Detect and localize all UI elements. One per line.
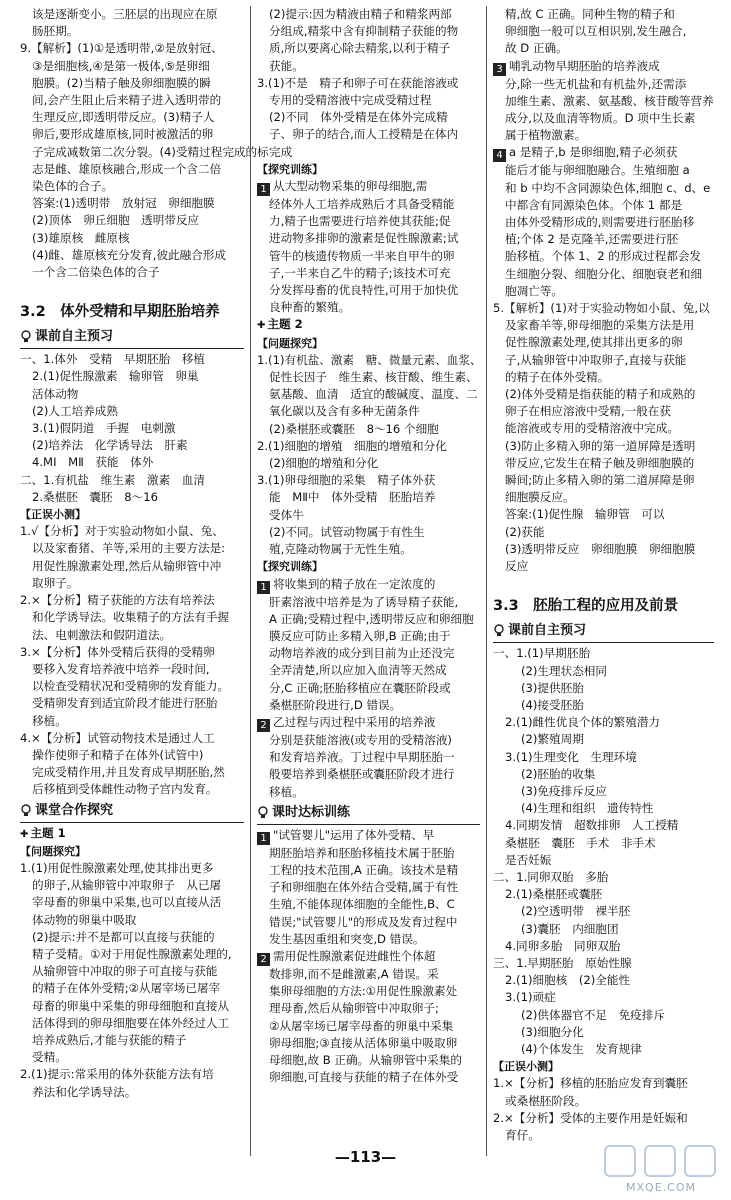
text-line: 膜反应可防止多精入卵,B 正确;由于 [269,628,451,643]
text-line: 进动物多排卵的激素是促性腺激素;试 [269,231,459,246]
tag-label: 【探究训练】 [257,560,323,574]
text-line: 志是雌、雄原核融合,形成一个含二倍 [32,161,222,176]
text-line: 2.×【分析】精子获能的方法有培养法 [20,593,215,608]
text-line: (2)细胞的增殖和分化 [269,456,379,471]
section-title: 3.2 体外受精和早期胚胎培养 [20,304,220,321]
text-line: 染色体的合子。 [32,179,114,194]
text-line: 3.(1)假阴道 手握 电刺激 [32,421,176,436]
text-line: 操作使卵子和精子在体外(试管中) [32,747,204,762]
text-line: 发生基因重组和突变,D 错误。 [269,931,425,946]
text-line: (2)体外受精是指获能的精子和成熟的 [505,387,696,402]
text-line: 分,C 正确;胚胎移植应在囊胚阶段或 [269,680,451,695]
lightbulb-icon [20,804,32,818]
text-line-content: "试管婴儿"运用了体外受精、早 [273,827,435,842]
text-line: ③是细胞核,④是第一极体,⑤是卵细 [32,58,210,73]
text-line: 2.桑椹胚 囊胚 8～16 [32,489,158,504]
text-line: (4)雌、雄原核充分发育,彼此融合形成 [32,247,227,262]
text-line: 一、1.体外 受精 早期胚胎 移植 [20,352,205,367]
text-line: 理母畜,然后从输卵管中冲取卵子; [269,1001,439,1016]
text-line: 的精子在体外受精;②从屠宰场已屠宰 [32,981,221,996]
text-line: 生殖,不能体现体细胞的全能性,B、C [269,897,455,912]
text-line: (2)桑椹胚或囊胚 8～16 个细胞 [269,421,439,436]
text-line: 植;个体 2 是克隆羊,还需要进行胚 [505,232,679,247]
text-line: 间,会产生阻止后来精子进入透明带的 [32,93,222,108]
text-line-content: 从大型动物采集的卵母细胞,需 [273,179,428,194]
text-line: 集卵母细胞的方法:①用促性腺激素处 [269,984,458,999]
text-line: (2)生理状态相同 [521,663,607,678]
sub-heading-label: 课前自主预习 [508,623,587,639]
text-line: (2)提示:因为精液由精子和精浆两部 [269,7,452,21]
text-line: (3)提供胚胎 [521,680,584,695]
text-line: (2)供体器官不足 免疫排斥 [521,1007,665,1022]
text-line-content: 乙过程与丙过程中采用的培养液 [273,714,436,729]
text-line: 子、卵子的结合,而人工授精是在体内 [269,127,459,142]
text-line [493,144,714,162]
text-line: 9.【解析】(1)①是透明带,②是放射冠、 [20,41,223,56]
spacer [493,575,714,583]
text-line: (2)顶体 卵丘细胞 透明带反应 [32,213,200,228]
text-line: 能溶液或专用的受精溶液中完成。 [505,421,679,436]
text-line: 专用的受精溶液中完成受精过程 [269,93,432,108]
text-line: 二、1.有机盐 维生素 激素 血清 [20,472,205,487]
text-line: (2)不同。试管动物属于有性生 [269,524,425,539]
topic-label: 主题 2 [267,317,303,332]
question-number-badge: 1 [257,832,270,845]
text-line: 母细胞,故 B 正确。从输卵管中采集的 [269,1052,462,1067]
text-line: 分发挥母畜的优良特性,可用于加快优 [269,283,459,298]
text-line: 促性长因子 维生素、核苷酸、维生素、 [269,370,478,385]
question-number-badge: 1 [257,581,270,594]
text-line: 移植。 [269,784,304,799]
text-line: 殖,克隆动物属于无性生殖。 [269,542,412,557]
text-line [257,948,480,966]
text-line: 质,所以要离心除去精浆,以利于精子 [269,41,451,56]
text-line: 力,精子也需要进行培养使其获能;促 [269,214,451,229]
text-line: 属于植物激素。 [505,128,587,143]
text-line: 及家畜羊等,卵母细胞的采集方法是用 [505,318,695,333]
text-line: 分组成,精浆中含有抑制精子获能的物 [269,24,459,39]
text-line: 用促性腺激素处理,然后从输卵管中冲 [32,558,222,573]
text-line: 胞膜。(2)当精子触及卵细胞膜的瞬 [32,75,211,90]
question-number-badge: 2 [257,719,270,732]
watermark-text: MXQE.COM [626,1181,696,1194]
text-line: 受精卵发育到适宜阶段才能进行胚胎 [32,696,218,711]
text-line: 1.√【分析】对于实验动物如小鼠、兔、 [20,524,224,539]
text-line: 期胚胎培养和胚胎移植技术属于胚胎 [269,845,455,860]
sub-heading [257,803,480,825]
page-number: —113— [334,1148,397,1166]
text-line: 2.(1)桑椹胚或囊胚 [505,887,603,902]
tag-label: 【正误小测】 [20,508,86,522]
left-column [14,6,269,1156]
text-line: 数排卵,而不是雌激素,A 错误。采 [269,966,439,981]
text-line: 该是逐渐变小。三胚层的出现应在原 [32,7,218,21]
text-line: 2.(1)细胞的增殖 细胞的增殖和分化 [257,438,447,453]
text-line: (4)接受胚胎 [521,697,584,712]
text-line: 答案:(1)透明带 放射冠 卵细胞膜 [32,196,215,211]
text-line: 动物培养液的成分到目前为止还没完 [269,646,455,661]
text-line: 和发育培养液。丁过程中早期胚胎一 [269,750,455,765]
text-line: 培养成熟后,才能与获能的精子 [32,1032,187,1047]
text-line: (2)胚胎的收集 [521,766,596,781]
text-line: 完成 [269,144,293,159]
text-line: 卵细胞一般可以互相识别,发生融合, [505,24,687,39]
text-line: 瞬间;防止多精入卵的第二道屏障是卵 [505,473,695,488]
sub-heading-label: 课堂合作探究 [35,802,114,818]
text-line: (3)免疫排斥反应 [521,783,607,798]
text-line: 生细胞分裂、细胞分化、细胞衰老和细 [505,266,703,281]
text-line [257,827,480,845]
text-line: 桑椹胚 囊胚 手术 非手术 [505,835,656,850]
text-line: 4.同卵多胎 同卵双胎 [505,938,621,953]
text-line: 促性腺激素处理,使其排出更多的卵 [505,335,683,350]
text-line: 精,故 C 正确。同种生物的精子和 [505,7,675,21]
text-line-content: 哺乳动物早期胚胎的培养液成 [509,58,660,73]
text-line: 能 MⅡ中 体外受精 胚胎培养 [269,490,436,505]
text-line: 育仔。 [505,1127,540,1142]
text-line: 卵母细胞;③直接从活体卵巢中吸取卵 [269,1035,458,1050]
text-line: 全弄清楚,所以应加入血清等天然成 [269,663,447,678]
text-line-content: 将收集到的精子放在一定浓度的 [273,576,436,591]
text-line: 能后才能与卵细胞融合。生殖细胞 a [505,163,690,178]
text-line: 胞凋亡等。 [505,283,563,298]
text-line: 子和卵细胞在体外结合受精,属于有性 [269,880,459,895]
text-line: (2)培养法 化学诱导法 肝素 [32,438,188,453]
text-line: 和化学诱导法。收集精子的方法有手握 [32,610,230,625]
text-line: 加维生素、激素、氨基酸、核苷酸等营养 [505,93,714,108]
text-line: 管牛的核遗传物质一半来自甲牛的卵 [269,248,455,263]
spacer [20,281,244,289]
text-line: 活体得到的卵母细胞要在体外经过人工 [32,1015,230,1030]
text-line: 获能。 [269,58,304,73]
sub-heading [20,327,244,349]
text-line: 分,除一些无机盐和有机盐外,还需添 [505,76,687,91]
text-line: (3)囊胚 内细胞团 [521,921,619,936]
right-column [486,6,720,1156]
text-line: 由体外受精形成的,则需要进行胚胎移 [505,215,695,230]
text-line: 3.(1)卵母细胞的采集 精子体外获 [257,473,436,488]
text-line: 法、电刺激法和假阴道法。 [32,627,172,642]
lightbulb-icon [257,806,269,820]
text-line: (2)空透明带 裸半胚 [521,904,631,919]
text-line: 移植。 [32,713,67,728]
text-line: 带反应,它发生在精子触及卵细胞膜的 [505,455,695,470]
text-line: 5.【解析】(1)对于实验动物如小鼠、兔,以 [493,301,710,316]
plus-marker-icon: ✚ [20,828,29,840]
text-line: (2)提示:并不是都可以直接与获能的 [32,929,215,944]
text-line: (3)透明带反应 卵细胞膜 卵细胞膜 [505,541,696,556]
tag-label: 【问题探究】 [20,844,86,858]
text-line: (3)细胞分化 [521,1024,584,1039]
text-line: 氨基酸、血清 适宜的酸碱度、温度、二 [269,387,478,402]
text-line: 或桑椹胚阶段。 [505,1093,587,1108]
middle-column [250,6,486,1156]
text-line: 子,一半来自乙牛的精子;该技术可充 [269,265,451,280]
text-line: (4)个体发生 发育规律 [521,1041,642,1056]
text-line: 的卵子,从输卵管中冲取卵子 从已屠 [32,878,222,893]
text-line: 子,从输卵管中冲取卵子,直接与获能 [505,352,687,367]
plus-marker-icon: ✚ [257,320,266,332]
text-line: 完成受精作用,并且发育成早期胚胎,然 [32,765,225,780]
text-line: 体动物的卵巢中吸取 [32,912,137,927]
text-line: 生理反应,即透明带反应。(3)精子人 [32,110,215,125]
text-line: 一个含二倍染色体的合子 [32,265,160,280]
text-line: 一、1.(1)早期胚胎 [493,646,591,661]
text-line: 3.×【分析】体外受精后获得的受精卵 [20,644,215,659]
question-number-badge: 2 [257,953,270,966]
text-line-content: a 是精子,b 是卵细胞,精子必须获 [509,145,678,160]
text-line: A 正确;受精过程中,透明带反应和卵细胞 [269,611,474,626]
text-line [493,58,714,76]
topic-heading [20,825,244,843]
text-line: 受体牛 [269,507,304,522]
text-line: (3)雄原核 雌原核 [32,230,130,245]
topic-label: 主题 1 [30,825,66,840]
text-line: 1.(1)有机盐、激素 糖、微量元素、血浆、 [257,352,482,367]
text-line: 后移植到受体雌性动物子宫内发育。 [32,782,218,797]
text-line [257,178,480,196]
text-line: (2)不同 体外受精是在体外完成精 [269,110,448,125]
text-line: 2.(1)细胞核 (2)全能性 [505,973,631,988]
text-line: 经体外人工培养成熟后才具备受精能 [269,197,455,212]
text-line: 细胞膜反应。 [505,490,575,505]
text-line: 以检查受精状况和受精卵的发育能力。 [32,679,230,694]
text-line: 故 D 正确。 [505,41,568,56]
text-line: (2)人工培养成熟 [32,403,118,418]
sub-heading-label: 课前自主预习 [35,329,114,345]
tag-label: 【正误小测】 [493,1060,559,1074]
text-line: 活体动物 [32,386,79,401]
lightbulb-icon [20,330,32,344]
text-line: 桑椹胚阶段进行,D 错误。 [269,697,402,712]
text-line: 4.MⅠ MⅡ 获能 体外 [32,455,154,470]
sub-heading-label: 课时达标训练 [272,804,351,820]
text-line: 2.(1)雌性优良个体的繁殖潜力 [505,715,661,730]
text-line: 答案:(1)促性腺 输卵管 可以 [505,507,665,522]
topic-heading [257,316,480,334]
text-line: (2)繁殖周期 [521,732,584,747]
text-line: 氧化碳以及含有多种无菌条件 [269,404,420,419]
text-line: 和 b 中均不含同源染色体,细胞 c、d、e [505,180,711,195]
sub-heading [493,621,714,643]
text-line: 以及家畜猪、羊等,采用的主要方法是: [32,541,226,556]
text-line [257,576,480,594]
text-line: 成分,以及血清等物质。D 项中生长素 [505,111,696,126]
text-line: 2.(1)提示:常采用的体外获能方法有培 [20,1067,214,1082]
text-line: 肝素溶液中培养是为了诱导精子获能, [269,594,459,609]
text-line: (4)生理和组织 遗传特性 [521,801,654,816]
watermark-logo [601,1142,721,1194]
text-line: 4.×【分析】试管动物技术是通过人工 [20,730,215,745]
text-line: 分别是获能溶液(或专用的受精溶液) [269,732,452,747]
text-line [257,714,480,732]
question-number-badge: 4 [493,149,506,162]
text-line: 二、1.同卵双胎 多胎 [493,869,609,884]
text-line: 胎移植。个体 1、2 的形成过程都会发 [505,249,702,264]
text-line: 母畜的卵巢中采集的卵母细胞和直接从 [32,998,230,1013]
section-title: 3.3 胚胎工程的应用及前景 [493,598,679,615]
text-line: 是否妊娠 [505,852,552,867]
text-line: 错误;"试管婴儿"的形成及发育过程中 [269,914,458,929]
text-line: 的精子在体外受精。 [505,369,610,384]
text-line: 养法和化学诱导法。 [32,1084,137,1099]
text-line: 工程的技术范围,A 正确。该技术是精 [269,862,459,877]
text-line: 中都含有同源染色体。个体 1 都是 [505,197,683,212]
text-line: 3.(1)生理变化 生理环境 [505,749,637,764]
text-line: ②从屠宰场已屠宰母畜的卵巢中采集 [269,1018,454,1033]
text-line: 良种畜的繁殖。 [269,300,351,315]
text-line: 2.(1)促性腺激素 输卵管 卵巢 [32,369,199,384]
text-line: 3.(1)顽症 [505,990,556,1005]
question-number-badge: 3 [493,63,506,76]
text-line: 卵后,要形成雄原核,同时被激活的卵 [32,127,214,142]
text-line: 1.×【分析】移植的胚胎应发育到囊胚 [493,1076,688,1091]
text-line: 反应 [505,559,529,574]
text-line: 宰母畜的卵巢中采集,也可以直接从活 [32,895,222,910]
text-line: 子完成减数第二次分裂。(4)受精过程完成的标 [32,144,269,159]
text-line: 4.同期发情 超数排卵 人工授精 [505,818,679,833]
text-line-content: 需用促性腺激素促进雌性个体超 [273,948,436,963]
question-number-badge: 1 [257,183,270,196]
text-line: 精子受精。①对于用促性腺激素处理的, [32,946,232,961]
text-line: 取卵子。 [32,575,79,590]
text-line: 1.(1)用促性腺激素处理,使其排出更多 [20,860,214,875]
text-line: 肠胚期。 [32,24,79,39]
text-line: 3.(1)不是 精子和卵子可在获能溶液或 [257,75,459,90]
text-line: 般要培养到桑椹胚或囊胚阶段才进行 [269,767,455,782]
text-line: (3)防止多精入卵的第一道屏障是透明 [505,438,696,453]
text-line: 从输卵管中冲取的卵子可直接与获能 [32,964,218,979]
document-page [14,6,720,1156]
lightbulb-icon [493,624,505,638]
text-line: (2)获能 [505,524,545,539]
text-line: 要移入发育培养液中培养一段时间, [32,661,210,676]
tag-label: 【问题探究】 [257,336,323,350]
text-line: 受精。 [32,1050,67,1065]
text-line: 三、1.早期胚胎 原始性腺 [493,955,632,970]
watermark-glyph-icon [601,1142,721,1182]
tag-label: 【探究训练】 [257,162,323,176]
text-line: 2.×【分析】受体的主要作用是妊娠和 [493,1110,688,1125]
text-line: 卵子在相应溶液中受精,一般在获 [505,404,671,419]
text-line: 卵细胞,可直接与获能的精子在体外受 [269,1070,459,1085]
sub-heading [20,801,244,823]
